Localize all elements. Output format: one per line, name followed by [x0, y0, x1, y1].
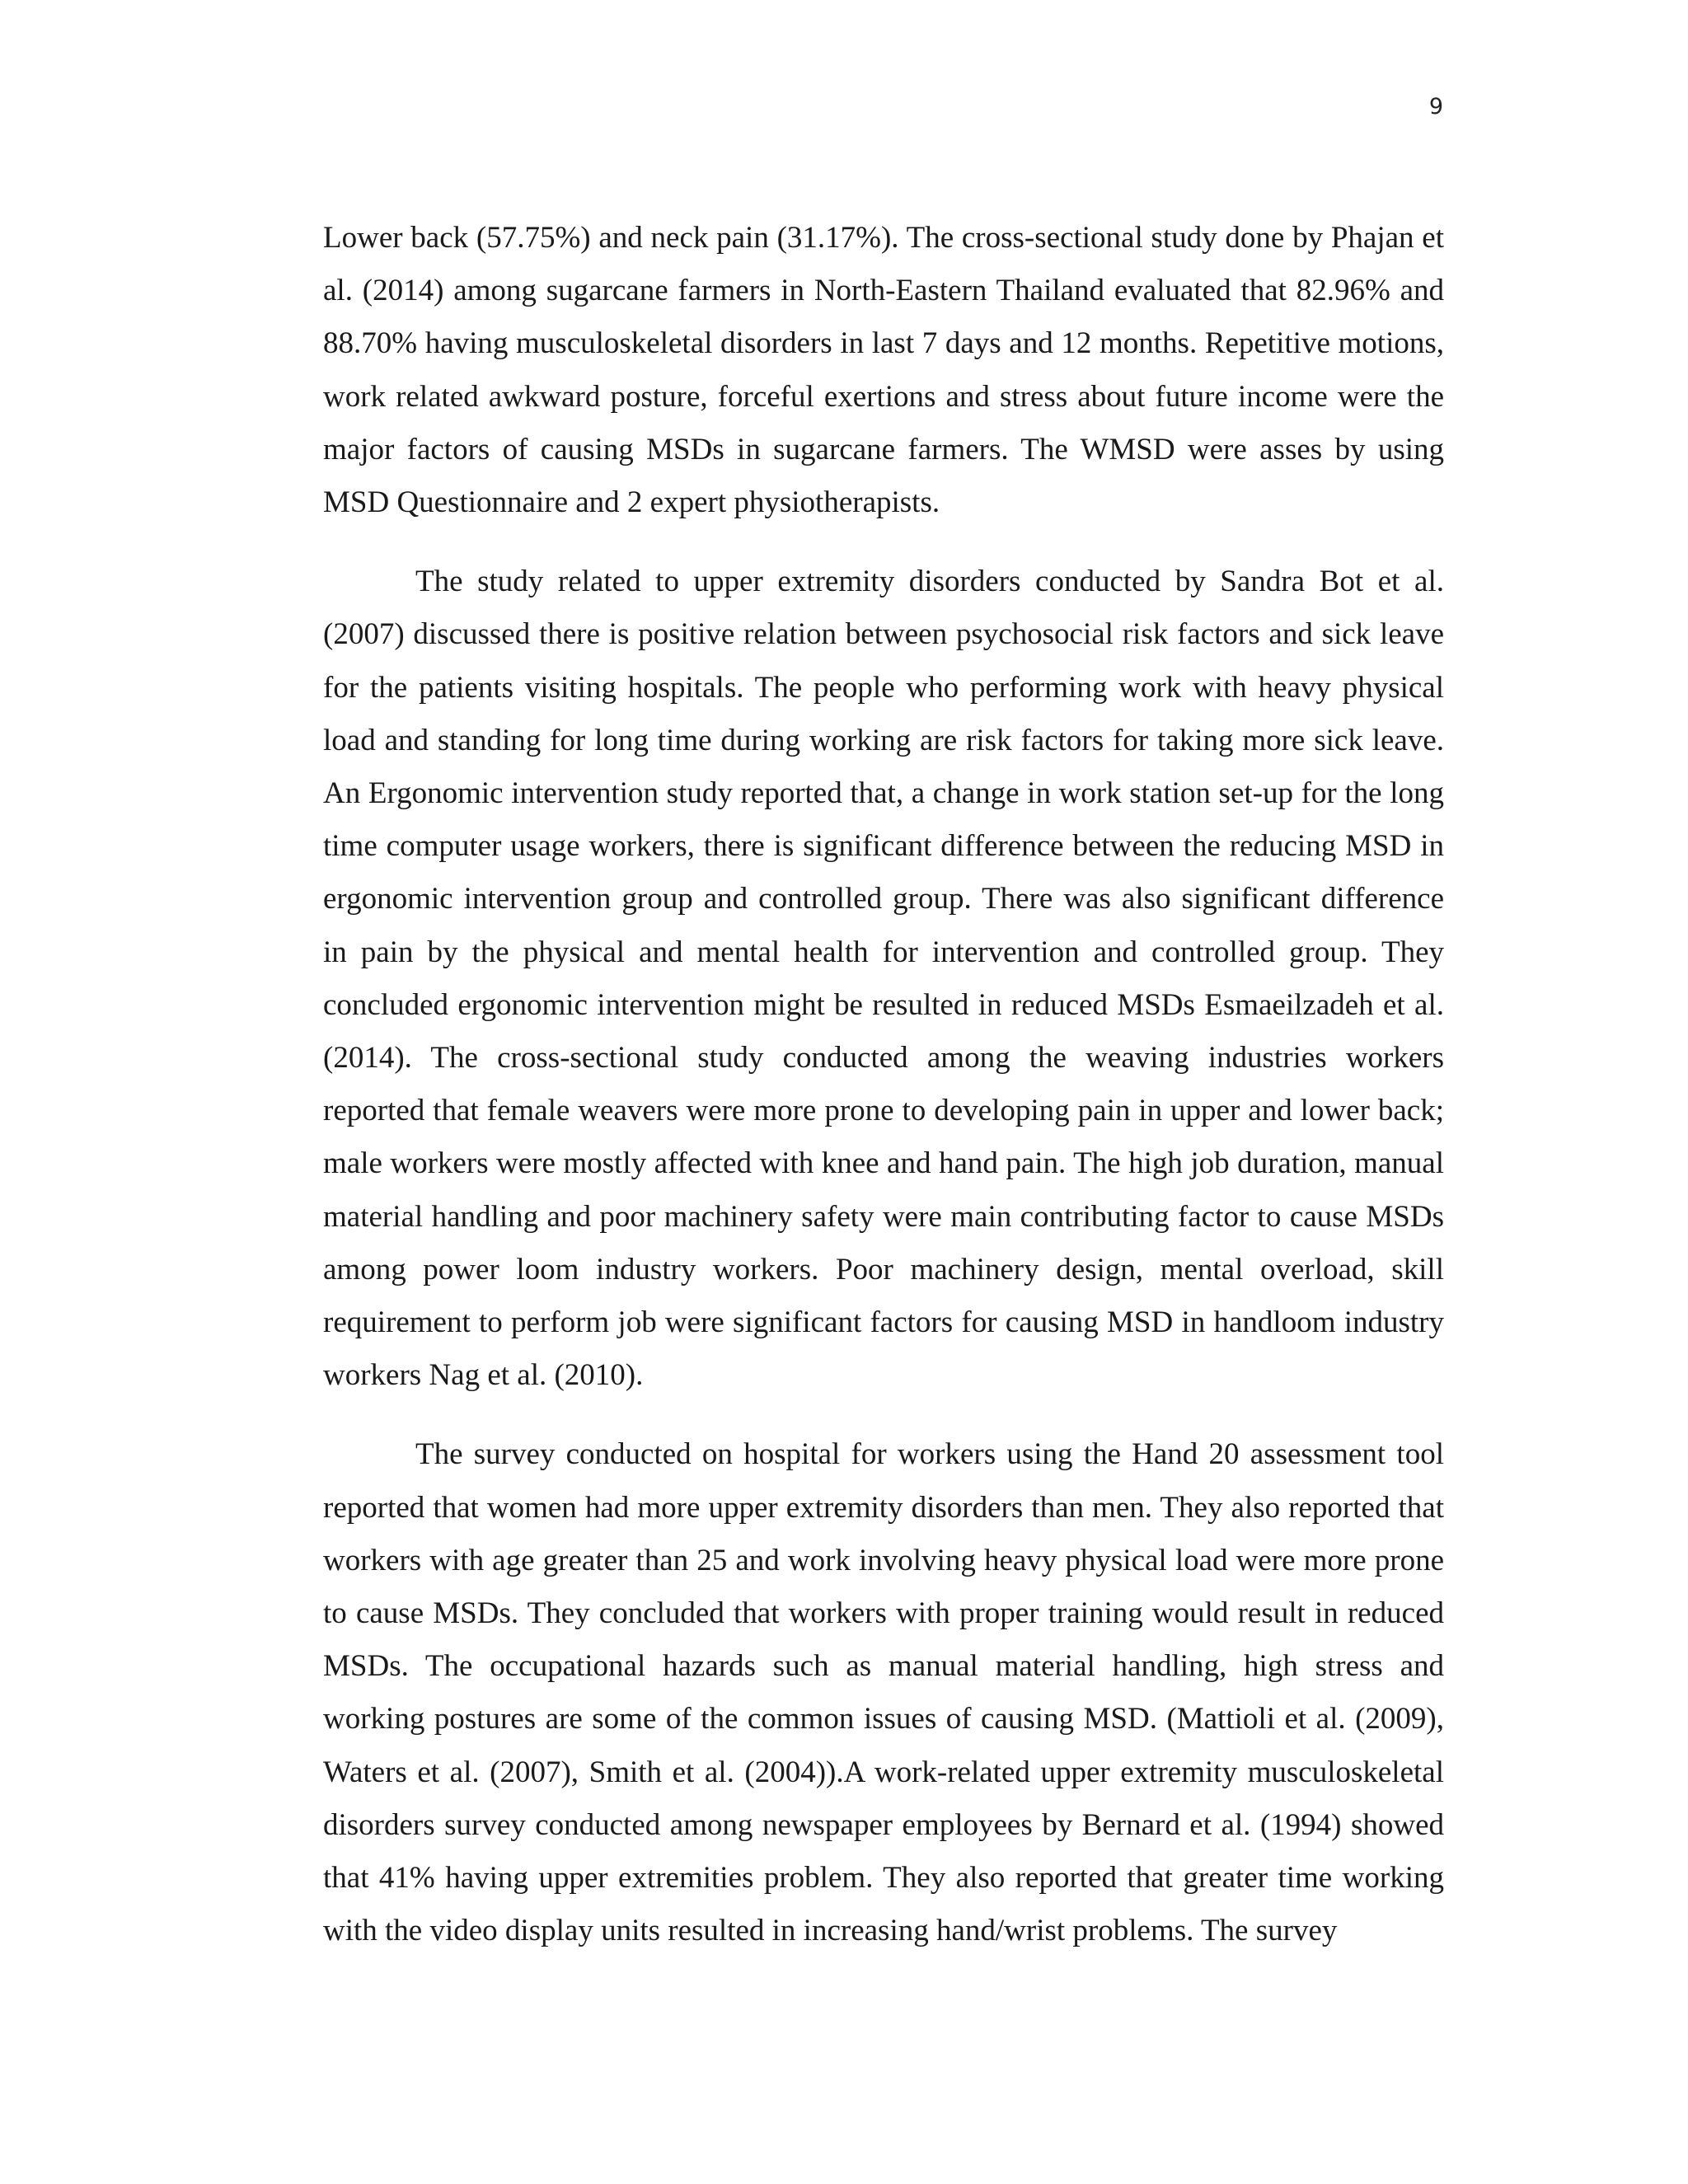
page-number: 9: [1428, 94, 1443, 120]
body-text: [323, 212, 1444, 1958]
paragraph-2: The study related to upper extremity disorders conducted by Sandra Bot et al. (2007) discussed there is positive relation between psychosocial risk factors and sick leave for the patients visiting hospitals. The people who performing work with heavy physical load and standing for long time during working are risk factors for taking more sick leave. An Ergonomic intervention study reported that, a change in work station set-up for the long time computer usage workers, there is significant difference between the reducing MSD in ergonomic intervention group and controlled group. There was also significant difference in pain by the physical and mental health for intervention and controlled group. They concluded ergonomic intervention might be resulted in reduced MSDs Esmaeilzadeh et al. (2014). The cross-sectional study conducted among the weaving industries workers reported that female weavers were more prone to developing pain in upper and lower back; male workers were mostly affected with knee and hand pain. The high job duration, manual material handling and poor machinery safety were main contributing factor to cause MSDs among power loom industry workers. Poor machinery design, mental overload, skill requirement to perform job were significant factors for causing MSD in handloom industry workers Nag et al. (2010).: [323, 565, 1444, 1393]
paragraph-3: The survey conducted on hospital for workers using the Hand 20 assessment tool reported that women had more upper extremity disorders than men. They also reported that workers with age greater than 25 and work involving heavy physical load were more prone to cause MSDs. They concluded that workers with proper training would result in reduced MSDs. The occupational hazards such as manual material handling, high stress and working postures are some of the common issues of causing MSD. (Mattioli et al. (2009), Waters et al. (2007), Smith et al. (2004)).A work-related upper extremity musculoskeletal disorders survey conducted among newspaper employees by Bernard et al. (1994) showed that 41% having upper extremities problem. They also reported that greater time working with the video display units resulted in increasing hand/wrist problems. The survey: [323, 1437, 1444, 1948]
paragraph-1: Lower back (57.75%) and neck pain (31.17%). The cross-sectional study done by Phajan et al. (2014) among sugarcane farmers in North-Eastern Thailand evaluated that 82.96% and 88.70% having musculoskeletal disorders in last 7 days and 12 months. Repetitive motions, work related awkward posture, forceful exertions and stress about future income were the major factors of causing MSDs in sugarcane farmers. The WMSD were asses by using MSD Questionnaire and 2 expert physiotherapists.: [323, 221, 1444, 520]
